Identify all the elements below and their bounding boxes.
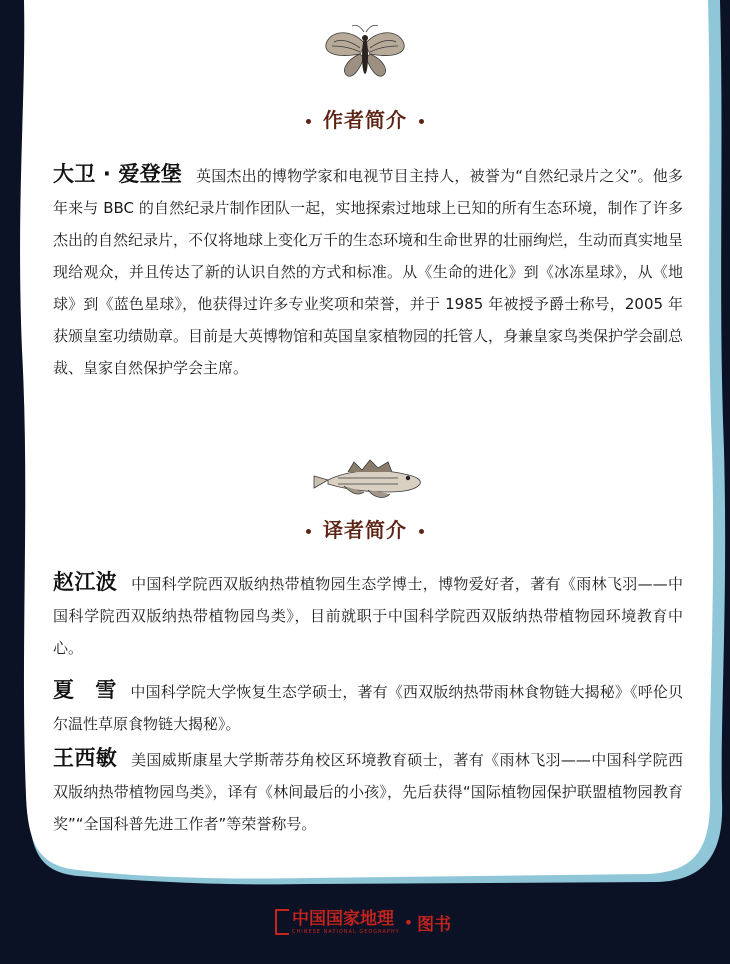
translator-name: 王西敏 — [53, 746, 118, 770]
translator-bio-2 — [53, 674, 683, 740]
translator-bio-text: 美国威斯康星大学斯蒂芬角校区环境教育硕士，著有《雨林飞羽——中国科学院西双版纳热带植物园鸟类》，译有《林间最后的小孩》，先后获得“国际植物园保护联盟植物园教育奖”“全国科普先进工作者”等荣誉称号。 — [53, 751, 683, 833]
author-section-title-text: 作者简介 — [323, 108, 407, 132]
translator-section-title-text: 译者简介 — [323, 518, 407, 542]
translator-bio-text: 中国科学院西双版纳热带植物园生态学博士，博物爱好者，著有《雨林飞羽——中国科学院西双版纳热带植物园鸟类》，目前就职于中国科学院西双版纳热带植物园环境教育中心。 — [53, 575, 683, 657]
publisher-logo — [275, 905, 451, 939]
publisher-imprint: 图书 — [417, 914, 452, 935]
translator-name: 赵江波 — [53, 570, 118, 594]
author-section-title — [0, 104, 730, 133]
translator-bio-1 — [53, 566, 683, 664]
logo-bracket-mark — [275, 909, 289, 935]
title-dot — [306, 119, 311, 124]
author-bio — [53, 158, 683, 384]
translator-bio-text: 中国科学院大学恢复生态学硕士，著有《西双版纳热带雨林食物链大揭秘》《呼伦贝尔温性草原食物链大揭秘》。 — [53, 683, 683, 733]
translator-section-title — [0, 514, 730, 543]
translator-bio-3 — [53, 742, 683, 840]
logo-separator: • — [403, 912, 414, 932]
publisher-brand: 中国国家地理 — [292, 908, 394, 929]
author-bio-text: 英国杰出的博物学家和电视节目主持人，被誉为“自然纪录片之父”。他多年来与 BBC 的自然纪录片制作团队一起，实地探索过地球上已知的所有生态环境，制作了许多杰出的自然纪录片，不仅将地球上变化万千的生态环境和生命世界的壮丽绚烂，生动而真实地呈现给观众，并且传达了新的认识自然的方式和标准。从《生命的进化》到《冰冻星球》，从《地球》到《蓝色星球》，他获得过许多专业奖项和荣誉，并于 1985 年被授予爵士称号，2005 年获颁皇室功绩勋章。目前是大英博物馆和英国皇家植物园的托管人，身兼皇家鸟类保护学会副总裁、皇家自然保护学会主席。 — [53, 167, 684, 377]
fish-icon — [308, 458, 426, 502]
moth-icon — [322, 24, 408, 84]
publisher-brand-en: CHINESE NATIONAL GEOGRAPHY — [292, 928, 400, 935]
title-dot — [419, 529, 424, 534]
translator-name: 夏 雪 — [53, 678, 117, 702]
author-name: 大卫 · 爱登堡 — [53, 162, 183, 186]
title-dot — [306, 529, 311, 534]
title-dot — [419, 119, 424, 124]
